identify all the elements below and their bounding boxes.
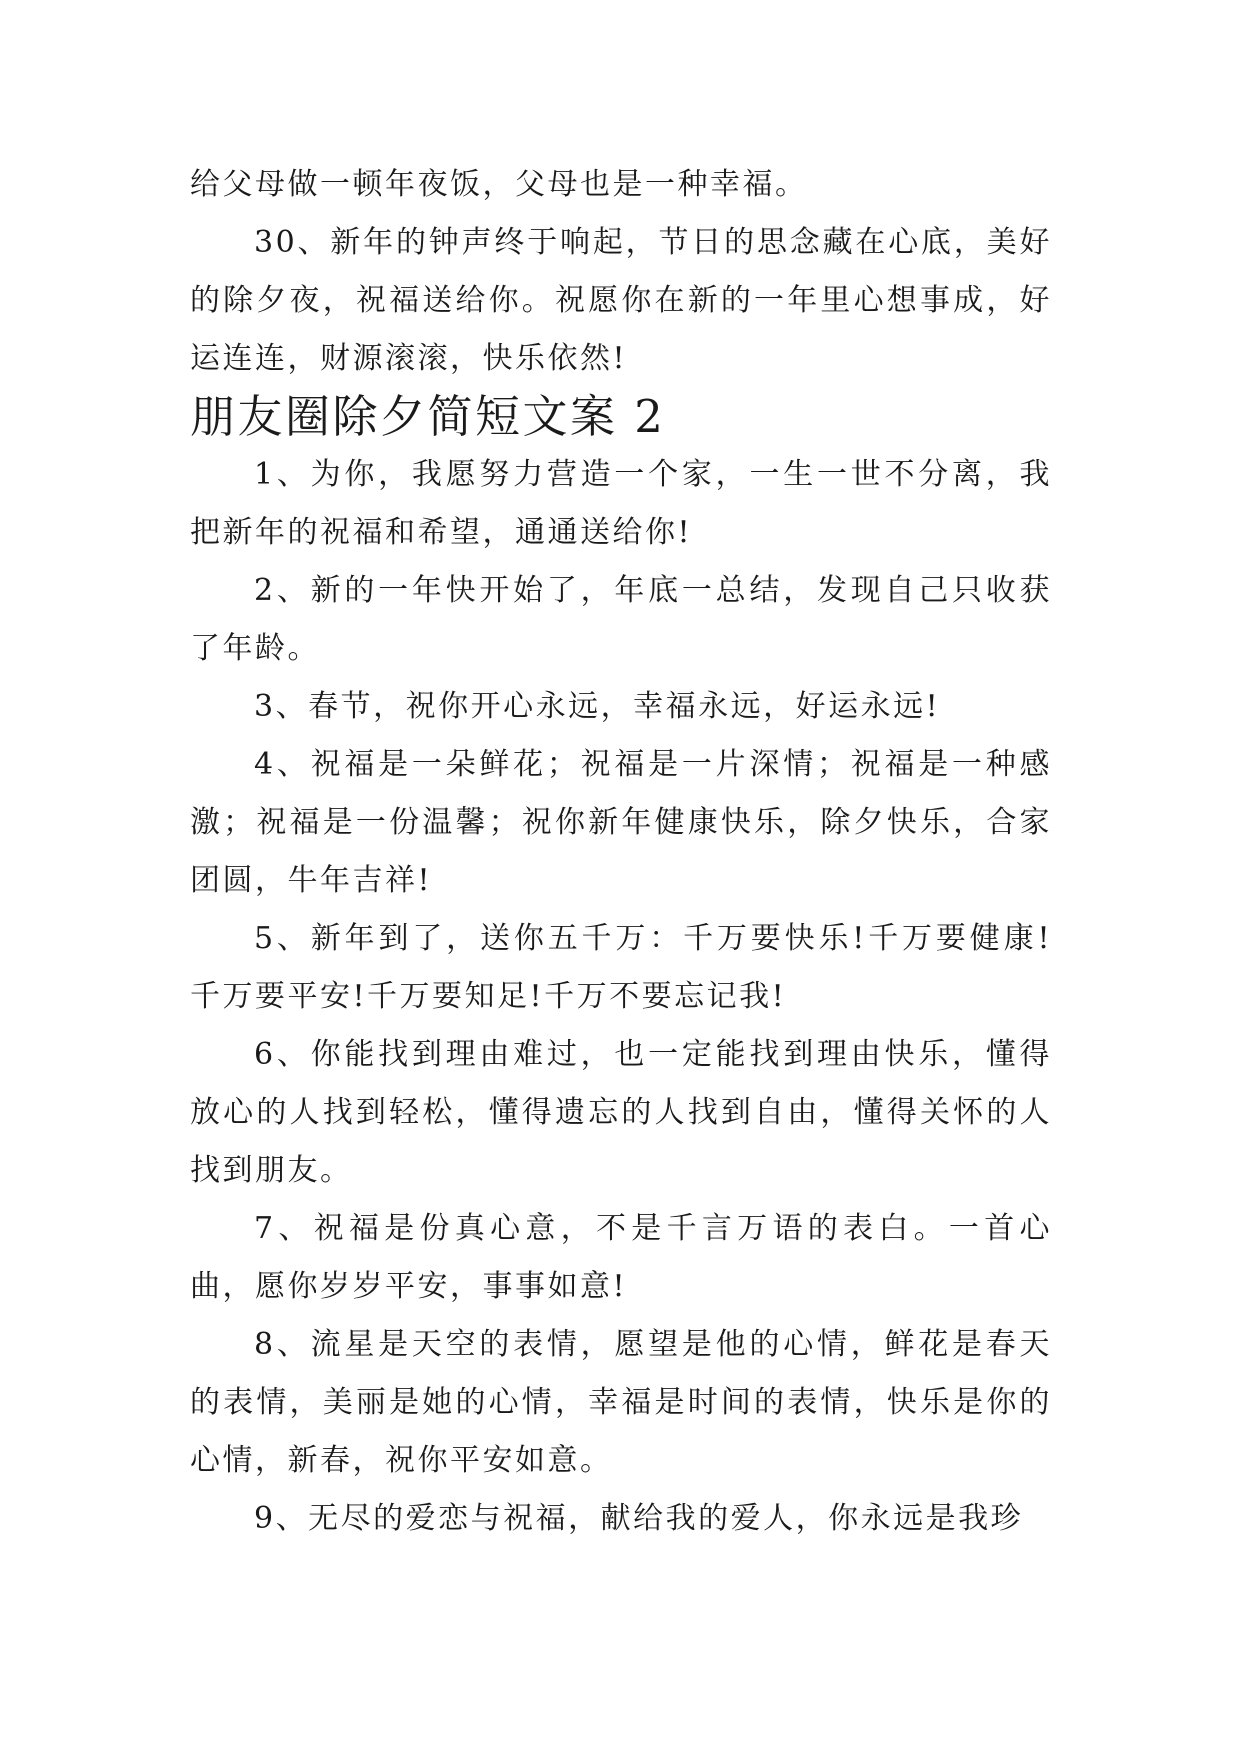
list-item: 4、祝福是一朵鲜花；祝福是一片深情；祝福是一种感激；祝福是一份温馨；祝你新年健康快乐，除夕快乐，合家团圆，牛年吉祥! <box>190 747 1052 898</box>
list-item: 6、你能找到理由难过，也一定能找到理由快乐，懂得放心的人找到轻松，懂得遗忘的人找到自由，懂得关怀的人找到朋友。 <box>190 1037 1052 1188</box>
list-item: 7、祝福是份真心意，不是千言万语的表白。一首心曲，愿你岁岁平安，事事如意! <box>190 1211 1052 1304</box>
list-item: 1、为你，我愿努力营造一个家，一生一世不分离，我把新年的祝福和希望，通通送给你! <box>190 457 1052 550</box>
continuation-paragraph: 给父母做一顿年夜饭，父母也是一种幸福。 <box>190 167 808 202</box>
document-body <box>190 156 1052 1548</box>
list-item: 9、无尽的爱恋与祝福，献给我的爱人，你永远是我珍 <box>254 1501 1024 1536</box>
list-item: 8、流星是天空的表情，愿望是他的心情，鲜花是春天的表情，美丽是她的心情，幸福是时间的表情，快乐是你的心情，新春，祝你平安如意。 <box>190 1327 1052 1478</box>
list-item: 5、新年到了，送你五千万：千万要快乐!千万要健康!千万要平安!千万要知足!千万不要忘记我! <box>190 921 1052 1014</box>
list-item: 2、新的一年快开始了，年底一总结，发现自己只收获了年龄。 <box>190 573 1052 666</box>
item-30-paragraph: 30、新年的钟声终于响起，节日的思念藏在心底，美好的除夕夜，祝福送给你。祝愿你在新的一年里心想事成，好运连连，财源滚滚，快乐依然! <box>190 225 1052 376</box>
list-item: 3、春节，祝你开心永远，幸福永远，好运永远! <box>254 689 941 724</box>
section-title: 朋友圈除夕简短文案 2 <box>190 390 666 443</box>
